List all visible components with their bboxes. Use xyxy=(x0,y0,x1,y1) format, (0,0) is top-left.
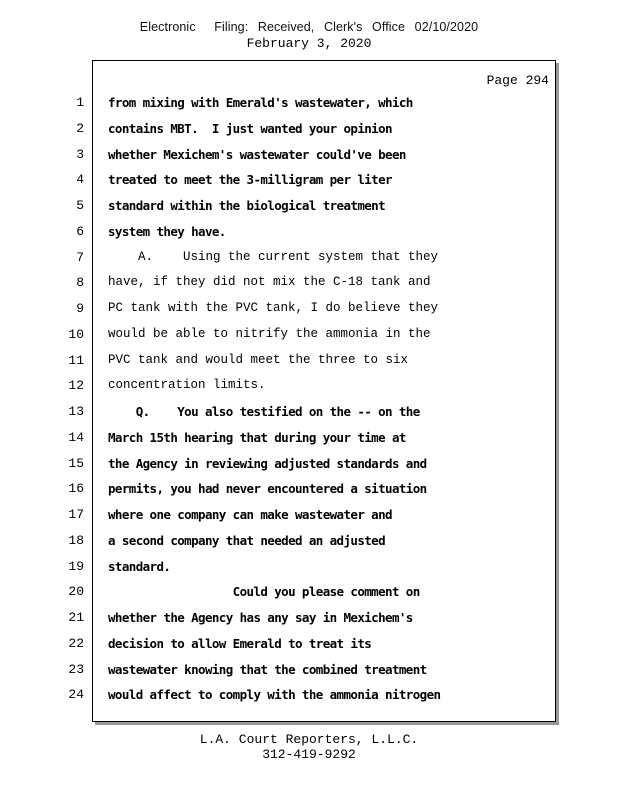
line-number: 22 xyxy=(68,636,84,651)
court-reporter-name: L.A. Court Reporters, L.L.C. xyxy=(199,732,419,747)
transcript-line: where one company can make wastewater and xyxy=(108,507,392,522)
footer xyxy=(0,732,618,762)
line-number: 18 xyxy=(68,533,84,548)
line-number: 4 xyxy=(76,172,84,187)
efiling-word-4: Clerk's xyxy=(323,20,363,34)
transcript-line: the Agency in reviewing adjusted standards and xyxy=(108,456,427,471)
transcript-line: treated to meet the 3-milligram per liter xyxy=(108,172,392,187)
line-number: 2 xyxy=(76,121,84,136)
transcript-line: have, if they did not mix the C-18 tank and xyxy=(108,275,431,289)
line-number: 24 xyxy=(68,687,84,702)
transcript-line: from mixing with Emerald's wastewater, which xyxy=(108,95,413,110)
line-number: 8 xyxy=(76,275,84,290)
line-number: 6 xyxy=(76,224,84,239)
efiling-word-1: Electronic xyxy=(139,20,196,34)
transcript-line: PC tank with the PVC tank, I do believe they xyxy=(108,301,439,315)
transcript-line: would be able to nitrify the ammonia in the xyxy=(108,327,431,341)
court-reporter-phone: 312-419-9292 xyxy=(262,747,356,762)
page-number: Page 294 xyxy=(486,73,549,88)
transcript-line: would affect to comply with the ammonia nitrogen xyxy=(108,687,441,702)
line-number: 23 xyxy=(68,662,84,677)
transcript-line: March 15th hearing that during your time at xyxy=(108,430,406,445)
transcript-date: February 3, 2020 xyxy=(246,36,372,51)
line-number: 13 xyxy=(68,404,84,419)
line-number: 11 xyxy=(68,353,84,368)
transcript-line: decision to allow Emerald to treat its xyxy=(108,636,372,651)
efiling-stamp xyxy=(0,20,618,34)
transcript-line: concentration limits. xyxy=(108,378,266,392)
line-number: 15 xyxy=(68,456,84,471)
line-number: 21 xyxy=(68,610,84,625)
line-number: 19 xyxy=(68,559,84,574)
line-number: 1 xyxy=(76,95,84,110)
transcript-line: wastewater knowing that the combined treatment xyxy=(108,662,427,677)
transcript-line: standard within the biological treatment xyxy=(108,198,386,213)
efiling-word-5: Office xyxy=(372,20,406,34)
transcript-line: Q. You also testified on the -- on the xyxy=(108,404,420,419)
transcript-line: a second company that needed an adjusted xyxy=(108,533,386,548)
line-number: 12 xyxy=(68,378,84,393)
line-number: 3 xyxy=(76,147,84,162)
line-number: 10 xyxy=(68,327,84,342)
line-number: 7 xyxy=(76,250,84,265)
line-number: 5 xyxy=(76,198,84,213)
transcript-line: PVC tank and would meet the three to six xyxy=(108,353,409,367)
line-number: 9 xyxy=(76,301,84,316)
efiling-word-6: 02/10/2020 xyxy=(414,20,479,34)
transcript-line: permits, you had never encountered a situation xyxy=(108,481,427,496)
transcript-line: whether the Agency has any say in Mexichem's xyxy=(108,610,413,625)
transcript-line: contains MBT. I just wanted your opinion xyxy=(108,121,392,136)
line-number: 17 xyxy=(68,507,84,522)
line-number: 16 xyxy=(68,481,84,496)
transcript-line: standard. xyxy=(108,559,171,574)
transcript-line: Could you please comment on xyxy=(108,584,420,599)
efiling-word-3: Received, xyxy=(257,20,315,34)
efiling-word-2: Filing: xyxy=(214,20,249,34)
transcript-line: system they have. xyxy=(108,224,226,239)
line-number: 20 xyxy=(68,584,84,599)
line-number: 14 xyxy=(68,430,84,445)
transcript-line: A. Using the current system that they xyxy=(108,250,439,264)
transcript-line: whether Mexichem's wastewater could've been xyxy=(108,147,406,162)
